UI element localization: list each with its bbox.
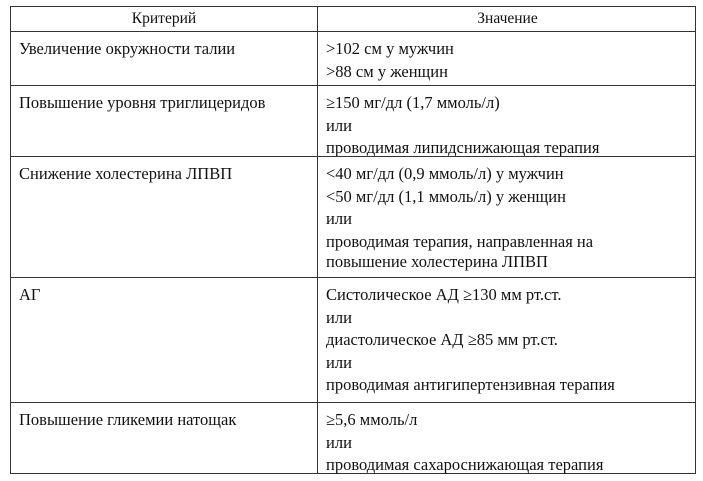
table-row [11, 277, 695, 401]
criterion-cell: Повышение гликемии натощак [19, 410, 237, 429]
value-cell [326, 38, 691, 83]
header-criterion: Критерий [131, 10, 197, 27]
criterion-cell: Увеличение окружности талии [19, 39, 236, 58]
header-value: Значение [477, 10, 538, 27]
value-line: или [326, 352, 352, 372]
criteria-table [10, 6, 696, 474]
value-line: повышение холестерина ЛПВП [326, 252, 548, 271]
value-line: проводимая антигипертензивная терапия [326, 375, 615, 394]
table-row [11, 85, 695, 157]
table-row [11, 402, 695, 475]
table-row [11, 32, 695, 87]
value-cell [326, 409, 691, 477]
value-cell [326, 163, 691, 271]
value-line: или [326, 209, 352, 228]
criterion-cell: Снижение холестерина ЛПВП [19, 164, 233, 183]
value-line: или [326, 115, 352, 135]
value-line: проводимая терапия, направленная на [326, 231, 594, 251]
value-line: ≥5,6 ммоль/л [326, 410, 418, 429]
value-line: <40 мг/дл (0,9 ммоль/л) у мужчин [326, 164, 564, 183]
value-line: диастолическое АД ≥85 мм рт.ст. [326, 330, 558, 349]
value-line: или [326, 307, 352, 327]
value-line: Систолическое АД ≥130 мм рт.ст. [326, 285, 562, 304]
value-line: ≥150 мг/дл (1,7 ммоль/л) [326, 93, 500, 112]
criterion-cell: Повышение уровня триглицеридов [19, 93, 266, 112]
table-header [11, 7, 695, 32]
value-line: проводимая липидснижающая терапия [326, 138, 600, 157]
value-line: >88 см у женщин [326, 61, 448, 81]
value-line: <50 мг/дл (1,1 ммоль/л) у женщин [326, 186, 566, 206]
value-line: >102 см у мужчин [326, 39, 454, 58]
table-row [11, 156, 695, 276]
value-cell [326, 284, 691, 397]
value-line: или [326, 432, 352, 452]
value-line: проводимая сахароснижающая терапия [326, 455, 604, 474]
criterion-cell: АГ [19, 285, 41, 304]
value-cell [326, 92, 691, 160]
